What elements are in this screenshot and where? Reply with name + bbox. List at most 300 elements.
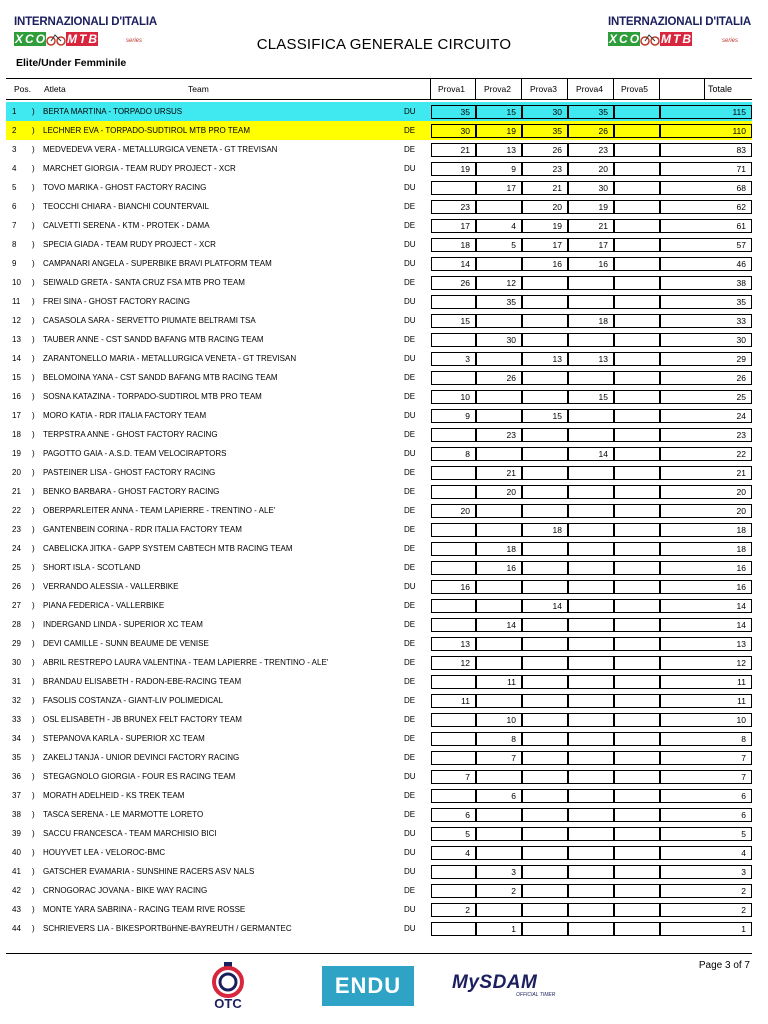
row-prova1: 14 — [431, 257, 476, 271]
row-position: 43 — [12, 905, 21, 914]
row-prova1: 30 — [431, 124, 476, 138]
row-prova2: 20 — [476, 485, 522, 499]
row-paren: ) — [32, 715, 35, 724]
row-prova5 — [614, 580, 660, 594]
table-row — [6, 767, 752, 786]
row-total: 57 — [660, 238, 752, 252]
row-total: 16 — [660, 561, 752, 575]
row-total: 7 — [660, 751, 752, 765]
table-row — [6, 121, 752, 140]
row-prova2: 12 — [476, 276, 522, 290]
internazionali-logo-right: INTERNAZIONALI D'ITALIA X C O M T B series — [608, 16, 751, 46]
category-label: Elite/Under Femminile — [16, 57, 127, 69]
row-prova3: 26 — [522, 143, 568, 157]
row-paren: ) — [32, 221, 35, 230]
row-paren: ) — [32, 145, 35, 154]
row-total: 38 — [660, 276, 752, 290]
row-prova5 — [614, 751, 660, 765]
row-prova1: 5 — [431, 827, 476, 841]
row-athlete-team: SEIWALD GRETA - SANTA CRUZ FSA MTB PRO TEAM — [43, 278, 245, 287]
row-total: 62 — [660, 200, 752, 214]
row-position: 34 — [12, 734, 21, 743]
row-athlete-team: BELOMOINA YANA - CST SANDD BAFANG MTB RACING TEAM — [43, 373, 278, 382]
row-prova1: 10 — [431, 390, 476, 404]
row-prova3 — [522, 333, 568, 347]
row-paren: ) — [32, 126, 35, 135]
row-prova1: 15 — [431, 314, 476, 328]
row-athlete-team: ZAKELJ TANJA - UNIOR DEVINCI FACTORY RACING — [43, 753, 240, 762]
row-prova2: 14 — [476, 618, 522, 632]
row-paren: ) — [32, 544, 35, 553]
table-row — [6, 140, 752, 159]
row-category: DE — [404, 525, 416, 534]
row-prova1 — [431, 485, 476, 499]
row-position: 2 — [12, 126, 17, 135]
row-prova3 — [522, 846, 568, 860]
row-paren: ) — [32, 316, 35, 325]
row-category: DU — [404, 411, 416, 420]
row-category: DU — [404, 164, 416, 173]
row-prova2: 16 — [476, 561, 522, 575]
row-paren: ) — [32, 677, 35, 686]
row-prova1 — [431, 523, 476, 537]
row-prova1 — [431, 751, 476, 765]
row-prova4 — [568, 922, 614, 936]
row-athlete-team: BENKO BARBARA - GHOST FACTORY RACING — [43, 487, 220, 496]
row-total: 115 — [660, 105, 752, 119]
row-paren: ) — [32, 658, 35, 667]
row-prova5 — [614, 656, 660, 670]
row-prova2: 6 — [476, 789, 522, 803]
row-total: 8 — [660, 732, 752, 746]
row-total: 7 — [660, 770, 752, 784]
row-prova4: 21 — [568, 219, 614, 233]
row-prova1 — [431, 333, 476, 347]
row-prova2: 2 — [476, 884, 522, 898]
table-row — [6, 330, 752, 349]
row-prova4: 14 — [568, 447, 614, 461]
row-total: 5 — [660, 827, 752, 841]
row-category: DE — [404, 544, 416, 553]
table-header — [6, 78, 752, 100]
row-paren: ) — [32, 240, 35, 249]
col-total: Totale — [708, 84, 733, 94]
row-prova5 — [614, 922, 660, 936]
row-prova1 — [431, 181, 476, 195]
row-prova1: 17 — [431, 219, 476, 233]
row-athlete-team: SHORT ISLA - SCOTLAND — [43, 563, 141, 572]
row-position: 23 — [12, 525, 21, 534]
row-category: DU — [404, 582, 416, 591]
row-prova2: 7 — [476, 751, 522, 765]
row-total: 18 — [660, 523, 752, 537]
col-prova2: Prova2 — [484, 84, 511, 94]
row-athlete-team: BERTA MARTINA - TORPADO URSUS — [43, 107, 183, 116]
row-category: DE — [404, 620, 416, 629]
row-prova3 — [522, 314, 568, 328]
row-prova1: 11 — [431, 694, 476, 708]
table-row — [6, 425, 752, 444]
table-row — [6, 786, 752, 805]
row-prova4 — [568, 580, 614, 594]
row-total: 22 — [660, 447, 752, 461]
table-row — [6, 710, 752, 729]
row-category: DE — [404, 734, 416, 743]
row-position: 5 — [12, 183, 17, 192]
table-row — [6, 824, 752, 843]
row-prova5 — [614, 694, 660, 708]
row-prova5 — [614, 808, 660, 822]
row-prova5 — [614, 314, 660, 328]
otc-logo — [198, 962, 258, 1010]
row-prova2: 19 — [476, 124, 522, 138]
row-position: 24 — [12, 544, 21, 553]
row-prova2 — [476, 200, 522, 214]
row-paren: ) — [32, 278, 35, 287]
row-prova2: 30 — [476, 333, 522, 347]
row-total: 2 — [660, 903, 752, 917]
row-prova2 — [476, 656, 522, 670]
table-row — [6, 254, 752, 273]
row-athlete-team: FREI SINA - GHOST FACTORY RACING — [43, 297, 190, 306]
row-prova5 — [614, 599, 660, 613]
row-athlete-team: MEDVEDEVA VERA - METALLURGICA VENETA - GT TREVISAN — [43, 145, 278, 154]
row-prova2 — [476, 447, 522, 461]
row-total: 26 — [660, 371, 752, 385]
row-prova3 — [522, 884, 568, 898]
row-prova2 — [476, 637, 522, 651]
row-prova3 — [522, 713, 568, 727]
row-prova4: 17 — [568, 238, 614, 252]
row-position: 17 — [12, 411, 21, 420]
row-prova4: 20 — [568, 162, 614, 176]
row-prova3 — [522, 865, 568, 879]
row-prova4 — [568, 371, 614, 385]
row-athlete-team: GATSCHER EVAMARIA - SUNSHINE RACERS ASV NALS — [43, 867, 255, 876]
row-prova1: 18 — [431, 238, 476, 252]
row-total: 2 — [660, 884, 752, 898]
row-prova3 — [522, 694, 568, 708]
row-prova3: 17 — [522, 238, 568, 252]
row-paren: ) — [32, 506, 35, 515]
row-position: 3 — [12, 145, 17, 154]
row-position: 19 — [12, 449, 21, 458]
row-prova2 — [476, 352, 522, 366]
row-prova2 — [476, 257, 522, 271]
row-prova3 — [522, 637, 568, 651]
col-pos: Pos. — [14, 84, 32, 94]
row-category: DU — [404, 449, 416, 458]
row-category: DE — [404, 430, 416, 439]
row-paren: ) — [32, 924, 35, 933]
row-prova3 — [522, 751, 568, 765]
row-prova4: 15 — [568, 390, 614, 404]
row-position: 15 — [12, 373, 21, 382]
table-row — [6, 292, 752, 311]
row-athlete-team: OBERPARLEITER ANNA - TEAM LAPIERRE - TRENTINO - ALE' — [43, 506, 276, 515]
row-paren: ) — [32, 468, 35, 477]
row-total: 6 — [660, 808, 752, 822]
row-category: DE — [404, 392, 416, 401]
row-athlete-team: TOVO MARIKA - GHOST FACTORY RACING — [43, 183, 207, 192]
row-prova4 — [568, 694, 614, 708]
row-prova2: 17 — [476, 181, 522, 195]
row-prova1 — [431, 884, 476, 898]
table-row — [6, 197, 752, 216]
row-paren: ) — [32, 297, 35, 306]
row-paren: ) — [32, 563, 35, 572]
row-prova2 — [476, 770, 522, 784]
row-athlete-team: CRNOGORAC JOVANA - BIKE WAY RACING — [43, 886, 208, 895]
row-prova2: 3 — [476, 865, 522, 879]
table-row — [6, 900, 752, 919]
row-paren: ) — [32, 335, 35, 344]
col-athlete: Atleta — [44, 84, 66, 94]
row-category: DU — [404, 772, 416, 781]
row-paren: ) — [32, 582, 35, 591]
table-row — [6, 178, 752, 197]
row-prova1: 13 — [431, 637, 476, 651]
row-athlete-team: SPECIA GIADA - TEAM RUDY PROJECT - XCR — [43, 240, 216, 249]
row-prova1: 12 — [431, 656, 476, 670]
row-category: DU — [404, 240, 416, 249]
row-athlete-team: LECHNER EVA - TORPADO-SUDTIROL MTB PRO TEAM — [43, 126, 250, 135]
row-paren: ) — [32, 430, 35, 439]
row-position: 30 — [12, 658, 21, 667]
row-prova5 — [614, 295, 660, 309]
row-category: DE — [404, 487, 416, 496]
row-prova4 — [568, 485, 614, 499]
row-position: 36 — [12, 772, 21, 781]
row-category: DE — [404, 677, 416, 686]
row-prova5 — [614, 542, 660, 556]
row-athlete-team: SACCU FRANCESCA - TEAM MARCHISIO BICI — [43, 829, 217, 838]
row-prova1 — [431, 732, 476, 746]
row-position: 40 — [12, 848, 21, 857]
svg-text:OTC: OTC — [214, 996, 242, 1010]
row-prova1 — [431, 542, 476, 556]
row-position: 44 — [12, 924, 21, 933]
row-position: 33 — [12, 715, 21, 724]
row-prova4 — [568, 656, 614, 670]
row-prova2: 21 — [476, 466, 522, 480]
table-row — [6, 216, 752, 235]
row-prova3 — [522, 827, 568, 841]
row-prova5 — [614, 903, 660, 917]
row-position: 22 — [12, 506, 21, 515]
row-category: DU — [404, 848, 416, 857]
row-category: DE — [404, 601, 416, 610]
row-paren: ) — [32, 392, 35, 401]
table-row — [6, 102, 752, 121]
row-prova2: 1 — [476, 922, 522, 936]
row-position: 13 — [12, 335, 21, 344]
row-position: 32 — [12, 696, 21, 705]
row-prova3 — [522, 808, 568, 822]
row-total: 4 — [660, 846, 752, 860]
row-prova2: 35 — [476, 295, 522, 309]
row-prova3: 35 — [522, 124, 568, 138]
row-prova2: 4 — [476, 219, 522, 233]
row-position: 12 — [12, 316, 21, 325]
row-prova2 — [476, 903, 522, 917]
row-prova4 — [568, 827, 614, 841]
row-prova3 — [522, 390, 568, 404]
row-position: 18 — [12, 430, 21, 439]
row-athlete-team: CASASOLA SARA - SERVETTO PIUMATE BELTRAMI TSA — [43, 316, 256, 325]
stopwatch-icon — [198, 962, 258, 1010]
row-prova4: 16 — [568, 257, 614, 271]
row-category: DE — [404, 278, 416, 287]
row-prova2 — [476, 580, 522, 594]
row-paren: ) — [32, 107, 35, 116]
row-prova4: 23 — [568, 143, 614, 157]
row-prova1: 20 — [431, 504, 476, 518]
table-row — [6, 748, 752, 767]
table-row — [6, 596, 752, 615]
row-prova5 — [614, 770, 660, 784]
table-row — [6, 159, 752, 178]
row-category: DE — [404, 886, 416, 895]
row-category: DE — [404, 506, 416, 515]
row-athlete-team: CAMPANARI ANGELA - SUPERBIKE BRAVI PLATFORM TEAM — [43, 259, 272, 268]
row-prova2 — [476, 599, 522, 613]
row-position: 1 — [12, 107, 17, 116]
row-prova1 — [431, 922, 476, 936]
xco-mtb-mark: X C O M T B — [609, 32, 692, 46]
row-prova3 — [522, 428, 568, 442]
row-prova2: 11 — [476, 675, 522, 689]
row-position: 42 — [12, 886, 21, 895]
row-prova3 — [522, 447, 568, 461]
row-athlete-team: OSL ELISABETH - JB BRUNEX FELT FACTORY TEAM — [43, 715, 242, 724]
row-prova4 — [568, 808, 614, 822]
row-prova3 — [522, 504, 568, 518]
row-athlete-team: CALVETTI SERENA - KTM - PROTEK - DAMA — [43, 221, 210, 230]
row-prova4 — [568, 789, 614, 803]
row-total: 61 — [660, 219, 752, 233]
row-category: DU — [404, 297, 416, 306]
row-paren: ) — [32, 886, 35, 895]
row-paren: ) — [32, 810, 35, 819]
row-athlete-team: INDERGAND LINDA - SUPERIOR XC TEAM — [43, 620, 203, 629]
row-total: 14 — [660, 618, 752, 632]
row-athlete-team: TEOCCHI CHIARA - BIANCHI COUNTERVAIL — [43, 202, 209, 211]
row-prova2 — [476, 808, 522, 822]
row-athlete-team: MORATH ADELHEID - KS TREK TEAM — [43, 791, 185, 800]
row-category: DU — [404, 316, 416, 325]
row-category: DU — [404, 259, 416, 268]
row-prova1 — [431, 599, 476, 613]
row-prova1 — [431, 428, 476, 442]
row-athlete-team: STEGAGNOLO GIORGIA - FOUR ES RACING TEAM — [43, 772, 236, 781]
row-category: DU — [404, 107, 416, 116]
row-prova1: 19 — [431, 162, 476, 176]
row-category: DE — [404, 202, 416, 211]
row-prova3 — [522, 789, 568, 803]
row-prova4 — [568, 903, 614, 917]
row-prova3: 20 — [522, 200, 568, 214]
row-prova3 — [522, 295, 568, 309]
row-total: 6 — [660, 789, 752, 803]
row-prova4: 26 — [568, 124, 614, 138]
row-prova2 — [476, 390, 522, 404]
row-prova5 — [614, 390, 660, 404]
row-prova2 — [476, 314, 522, 328]
row-total: 20 — [660, 504, 752, 518]
row-prova1 — [431, 865, 476, 879]
row-prova4 — [568, 618, 614, 632]
row-prova3: 14 — [522, 599, 568, 613]
row-position: 28 — [12, 620, 21, 629]
row-prova2 — [476, 694, 522, 708]
row-athlete-team: TASCA SERENA - LE MARMOTTE LORETO — [43, 810, 204, 819]
row-category: DE — [404, 221, 416, 230]
row-paren: ) — [32, 734, 35, 743]
row-prova1: 26 — [431, 276, 476, 290]
row-position: 16 — [12, 392, 21, 401]
row-athlete-team: DEVI CAMILLE - SUNN BEAUME DE VENISE — [43, 639, 209, 648]
row-athlete-team: SOSNA KATAZINA - TORPADO-SUDTIROL MTB PRO TEAM — [43, 392, 262, 401]
row-prova1: 23 — [431, 200, 476, 214]
row-prova5 — [614, 181, 660, 195]
row-prova5 — [614, 523, 660, 537]
row-athlete-team: GANTENBEIN CORINA - RDR ITALIA FACTORY TEAM — [43, 525, 242, 534]
row-prova3 — [522, 770, 568, 784]
row-category: DE — [404, 145, 416, 154]
row-prova3 — [522, 485, 568, 499]
row-position: 41 — [12, 867, 21, 876]
row-prova1 — [431, 371, 476, 385]
row-prova2 — [476, 504, 522, 518]
table-row — [6, 843, 752, 862]
row-prova1: 9 — [431, 409, 476, 423]
row-prova2 — [476, 846, 522, 860]
row-total: 12 — [660, 656, 752, 670]
row-athlete-team: VERRANDO ALESSIA - VALLERBIKE — [43, 582, 179, 591]
row-prova1 — [431, 466, 476, 480]
row-category: DU — [404, 924, 416, 933]
row-prova4 — [568, 333, 614, 347]
col-prova5: Prova5 — [621, 84, 648, 94]
row-category: DU — [404, 867, 416, 876]
row-paren: ) — [32, 183, 35, 192]
row-prova3: 15 — [522, 409, 568, 423]
row-total: 110 — [660, 124, 752, 138]
row-total: 83 — [660, 143, 752, 157]
table-row — [6, 558, 752, 577]
row-paren: ) — [32, 639, 35, 648]
row-prova3 — [522, 922, 568, 936]
row-prova3: 19 — [522, 219, 568, 233]
table-row — [6, 501, 752, 520]
row-position: 35 — [12, 753, 21, 762]
table-row — [6, 482, 752, 501]
row-prova3 — [522, 656, 568, 670]
row-prova5 — [614, 200, 660, 214]
row-prova2: 9 — [476, 162, 522, 176]
table-row — [6, 273, 752, 292]
row-prova4: 13 — [568, 352, 614, 366]
row-position: 10 — [12, 278, 21, 287]
row-prova3: 23 — [522, 162, 568, 176]
row-athlete-team: PAGOTTO GAIA - A.S.D. TEAM VELOCIRAPTORS — [43, 449, 227, 458]
row-prova4 — [568, 276, 614, 290]
row-total: 25 — [660, 390, 752, 404]
row-position: 21 — [12, 487, 21, 496]
row-prova1 — [431, 295, 476, 309]
row-prova1 — [431, 675, 476, 689]
